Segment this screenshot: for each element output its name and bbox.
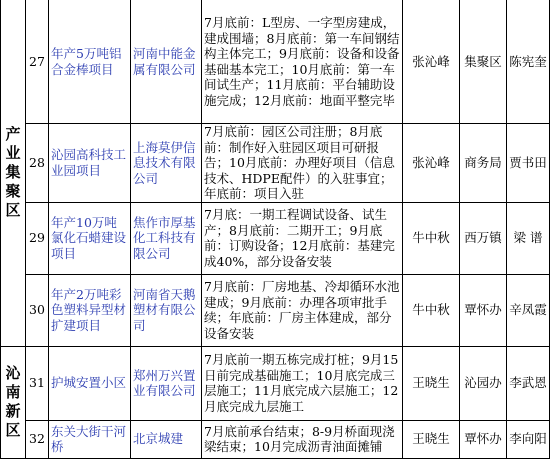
progress-plan: 7月底前承台结束；8-9月桥面现浇梁结束；10月完成沥青油面摊铺 [202,420,403,458]
table-row [1,202,550,274]
responsible-person: 张沁峰 [403,124,460,203]
progress-plan: 7月底前一期五栋完成打桩；9月15日前完成基础施工；10月底完成三层施工；11月底完成六层施工；12月底完成九层施工 [202,346,403,420]
company-name: 北京城建 [131,420,202,458]
project-name: 东关大街干河桥 [49,420,131,458]
row-number: 27 [26,0,49,124]
company-name: 上海莫伊信息技术有限公司 [131,124,202,203]
category-industrial-cluster: 产 业 集 聚 区 [1,0,26,346]
table-row [1,124,550,203]
category-qinnan-new-district: 沁 南 新 区 [1,346,26,458]
project-name: 年产2万吨彩色塑料异型材扩建项目 [49,274,131,346]
responsible-dept: 商务局 [460,124,507,203]
progress-plan: 7月底前：园区公司注册；8月底前：制作好入驻园区项目可研报告；10月底前：办理好项目（信息技术、HDPE配件）的入驻事宜；年底前：项目入驻 [202,124,403,203]
project-name: 护城安置小区 [49,346,131,420]
leader-name: 李向阳 [507,420,550,458]
leader-name: 李武恩 [507,346,550,420]
table-row [1,274,550,346]
row-number: 28 [26,124,49,203]
project-name: 年产5万吨铝合金棒项目 [49,0,131,124]
table-row [1,0,550,124]
company-name: 郑州万兴置业有限公司 [131,346,202,420]
leader-name: 贾书田 [507,124,550,203]
responsible-person: 牛中秋 [403,202,460,274]
row-number: 30 [26,274,49,346]
responsible-person: 王晓生 [403,346,460,420]
responsible-dept: 沁园办 [460,346,507,420]
responsible-person: 王晓生 [403,420,460,458]
responsible-dept: 覃怀办 [460,420,507,458]
responsible-dept: 西万镇 [460,202,507,274]
leader-name: 陈宪奎 [507,0,550,124]
table-row [1,346,550,420]
row-number: 29 [26,202,49,274]
leader-name: 梁 谱 [507,202,550,274]
company-name: 焦作市厚基化工科技有限公司 [131,202,202,274]
leader-name: 辛凤霞 [507,274,550,346]
project-name: 年产10万吨氯化石蜡建设项目 [49,202,131,274]
responsible-dept: 覃怀办 [460,274,507,346]
project-name: 沁园高科技工业园项目 [49,124,131,203]
row-number: 31 [26,346,49,420]
responsible-person: 牛中秋 [403,274,460,346]
company-name: 河南省天鹅塑材有限公司 [131,274,202,346]
progress-plan: 7月底前：厂房地基、冷却循环水池建成；9月底前：办理各项审批手续；年底前：厂房主体建成，部分设备安装 [202,274,403,346]
responsible-person: 张沁峰 [403,0,460,124]
company-name: 河南中能金属有限公司 [131,0,202,124]
progress-plan: 7月底：一期工程调试设备、试生产；8月底前：二期开工；9月底前：订购设备；12月底前：基建完成40%，部分设备安装 [202,202,403,274]
table-row [1,420,550,458]
progress-plan: 7月底前：L型房、一字型房建成，建成围墙；8月底前：第一车间钢结构主体完工；9月底前：设备和设备基础基本完工；10月底前：第一车间试生产；11月底前：平台辅助设施完成；12月底前：地面平整完毕 [202,0,403,124]
row-number: 32 [26,420,49,458]
responsible-dept: 集聚区 [460,0,507,124]
